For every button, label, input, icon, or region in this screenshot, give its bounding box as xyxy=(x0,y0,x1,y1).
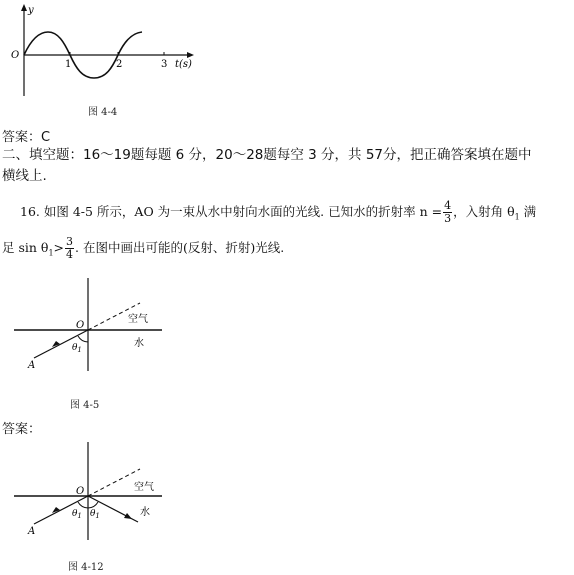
q16-text-c: 满 xyxy=(519,204,537,219)
dashed-extension-2 xyxy=(88,469,140,496)
air-label-2: 空气 xyxy=(134,482,154,493)
figure-caption-4-12: 图 4-12 xyxy=(68,562,104,573)
origin-o: O xyxy=(76,320,85,331)
origin-label: O xyxy=(11,50,20,61)
question-16-line-2: 足 $\sin \theta_1>$ $\frac{3}{4}$ . 在图中画出可能的(反射、折射)光线. xyxy=(2,235,285,261)
refraction-figure-4-12 xyxy=(0,440,180,545)
q16-text-d: 足 sin θ xyxy=(2,240,49,255)
tick-label-1: 1 xyxy=(65,59,72,70)
angle-theta: $\theta_1$ xyxy=(72,343,82,354)
sin-fraction: $\frac{3}{4}$ xyxy=(66,235,74,261)
point-a-2: A xyxy=(28,526,36,537)
angle-arc xyxy=(78,336,88,342)
y-axis-arrow xyxy=(21,4,27,11)
answer-2: 答案： xyxy=(2,422,42,437)
water-label: 水 xyxy=(134,338,144,349)
x-axis-label: t(s) xyxy=(175,59,192,70)
n-fraction: $\frac{4}{3}$ xyxy=(444,199,452,225)
q16-text-a: 16. 如图 4-5 所示，AO 为一束从水中射向水面的光线. 已知水的折射率 n = xyxy=(20,204,443,219)
origin-o-2: O xyxy=(76,486,85,497)
figure-caption-4-4: 图 4-4 xyxy=(88,107,118,118)
angle-arc-right xyxy=(88,502,98,508)
y-axis-label: y xyxy=(28,5,34,16)
figure-caption-4-5: 图 4-5 xyxy=(70,400,100,411)
tick-label-2: 2 xyxy=(116,59,123,70)
angle-theta-left: $\theta_1$ xyxy=(72,509,82,520)
sine-wave-figure xyxy=(0,0,200,120)
q16-text-e: . 在图中画出可能的(反射、折射)光线. xyxy=(75,240,285,255)
air-label: 空气 xyxy=(128,314,148,325)
section-2-line-2: 横线上. xyxy=(2,168,47,184)
tick-label-3: 3 xyxy=(161,59,168,70)
section-2-line-1: 二、填空题：16～19题每题 6 分，20～28题每空 3 分，共 57分，把正确答案填在题中 xyxy=(2,147,532,163)
point-a: A xyxy=(28,360,36,371)
angle-theta-right: $\theta_1$ xyxy=(90,509,100,520)
x-axis-arrow xyxy=(187,52,194,58)
water-label-2: 水 xyxy=(140,507,150,518)
question-16-line-1: 16. 如图 4-5 所示，AO 为一束从水中射向水面的光线. 已知水的折射率 n = $\frac{4}{3}$ ，入射角 $\theta_1$ 满 xyxy=(20,199,537,225)
answer-1: 答案：C xyxy=(2,130,51,145)
q16-text-b: ，入射角 θ xyxy=(453,204,515,219)
angle-arc-left xyxy=(78,502,88,508)
refraction-figure-4-5 xyxy=(0,276,180,376)
